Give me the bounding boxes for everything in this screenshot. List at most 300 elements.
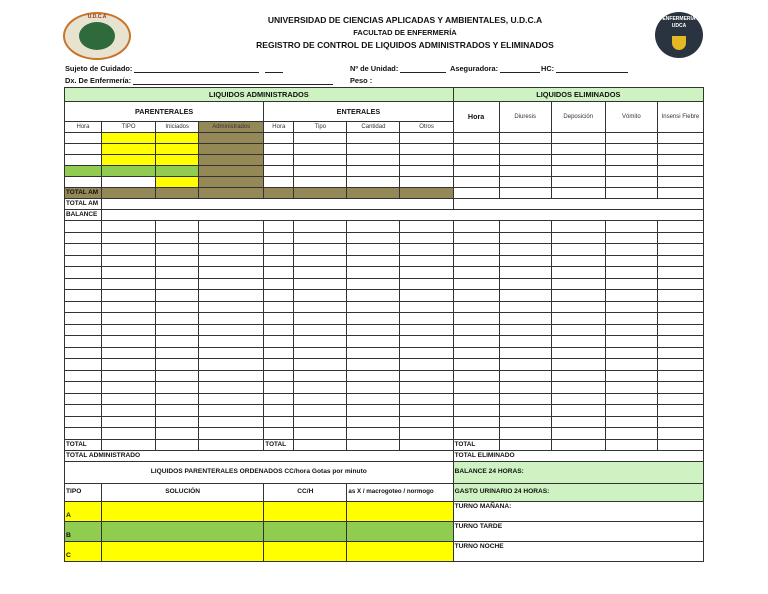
table-cell[interactable] bbox=[499, 155, 551, 166]
table-cell[interactable] bbox=[294, 313, 347, 325]
table-cell[interactable] bbox=[264, 133, 294, 144]
table-cell[interactable] bbox=[657, 336, 703, 348]
table-cell[interactable] bbox=[347, 133, 400, 144]
table-cell[interactable] bbox=[453, 382, 499, 394]
table-cell[interactable] bbox=[551, 428, 605, 440]
table-cell[interactable] bbox=[347, 359, 400, 371]
table-cell[interactable] bbox=[199, 405, 264, 417]
table-cell[interactable] bbox=[605, 221, 657, 233]
field-dx-line[interactable] bbox=[133, 76, 333, 85]
table-cell[interactable] bbox=[400, 393, 453, 405]
table-cell[interactable] bbox=[294, 232, 347, 244]
table-cell[interactable] bbox=[102, 267, 156, 279]
table-cell[interactable] bbox=[102, 166, 156, 177]
table-cell[interactable] bbox=[65, 255, 102, 267]
table-cell[interactable] bbox=[400, 221, 453, 233]
table-cell[interactable] bbox=[264, 290, 294, 302]
table-cell[interactable] bbox=[400, 301, 453, 313]
table-cell[interactable] bbox=[102, 133, 156, 144]
table-cell[interactable] bbox=[657, 313, 703, 325]
table-cell[interactable] bbox=[499, 313, 551, 325]
table-cell[interactable] bbox=[499, 166, 551, 177]
table-cell[interactable] bbox=[347, 188, 400, 199]
table-cell[interactable] bbox=[156, 166, 199, 177]
table-cell[interactable] bbox=[65, 359, 102, 371]
table-cell[interactable] bbox=[551, 144, 605, 155]
table-cell[interactable] bbox=[65, 267, 102, 279]
table-cell[interactable] bbox=[605, 155, 657, 166]
table-cell[interactable] bbox=[347, 267, 400, 279]
table-cell[interactable] bbox=[453, 133, 499, 144]
table-cell[interactable] bbox=[294, 255, 347, 267]
table-cell[interactable] bbox=[657, 393, 703, 405]
table-cell[interactable] bbox=[156, 221, 199, 233]
table-cell[interactable] bbox=[453, 199, 703, 210]
table-cell[interactable] bbox=[264, 301, 294, 313]
field-aseguradora-line[interactable] bbox=[500, 64, 540, 73]
table-cell[interactable] bbox=[499, 177, 551, 188]
table-cell[interactable] bbox=[551, 439, 605, 450]
table-cell[interactable] bbox=[605, 382, 657, 394]
table-cell[interactable] bbox=[400, 324, 453, 336]
table-cell[interactable] bbox=[347, 278, 400, 290]
table-cell[interactable] bbox=[264, 221, 294, 233]
table-cell[interactable] bbox=[156, 313, 199, 325]
table-cell[interactable] bbox=[102, 405, 156, 417]
table-cell[interactable] bbox=[605, 177, 657, 188]
table-cell[interactable] bbox=[551, 278, 605, 290]
table-cell[interactable] bbox=[657, 278, 703, 290]
table-cell[interactable] bbox=[499, 144, 551, 155]
table-cell[interactable] bbox=[199, 188, 264, 199]
table-cell[interactable] bbox=[102, 382, 156, 394]
table-cell[interactable] bbox=[400, 133, 453, 144]
table-cell[interactable] bbox=[657, 244, 703, 256]
table-cell[interactable] bbox=[294, 244, 347, 256]
table-cell[interactable] bbox=[102, 428, 156, 440]
table-cell[interactable] bbox=[499, 221, 551, 233]
table-cell[interactable] bbox=[347, 144, 400, 155]
table-cell[interactable] bbox=[102, 255, 156, 267]
table-cell[interactable] bbox=[605, 428, 657, 440]
table-cell[interactable] bbox=[400, 428, 453, 440]
table-cell[interactable] bbox=[499, 416, 551, 428]
table-cell[interactable] bbox=[294, 439, 347, 450]
table-cell[interactable] bbox=[657, 439, 703, 450]
cch-b[interactable] bbox=[264, 521, 347, 541]
table-cell[interactable] bbox=[605, 133, 657, 144]
table-cell[interactable] bbox=[347, 313, 400, 325]
table-cell[interactable] bbox=[264, 188, 294, 199]
table-cell[interactable] bbox=[156, 267, 199, 279]
table-cell[interactable] bbox=[156, 359, 199, 371]
table-cell[interactable] bbox=[156, 133, 199, 144]
table-cell[interactable] bbox=[605, 232, 657, 244]
table-cell[interactable] bbox=[605, 166, 657, 177]
table-cell[interactable] bbox=[347, 428, 400, 440]
table-cell[interactable] bbox=[400, 188, 453, 199]
table-cell[interactable] bbox=[551, 359, 605, 371]
table-cell[interactable] bbox=[605, 347, 657, 359]
table-cell[interactable] bbox=[65, 428, 102, 440]
table-cell[interactable] bbox=[453, 405, 499, 417]
table-cell[interactable] bbox=[499, 336, 551, 348]
table-cell[interactable] bbox=[199, 370, 264, 382]
table-cell[interactable] bbox=[264, 324, 294, 336]
table-cell[interactable] bbox=[499, 347, 551, 359]
table-cell[interactable] bbox=[551, 336, 605, 348]
table-cell[interactable] bbox=[453, 301, 499, 313]
table-cell[interactable] bbox=[551, 244, 605, 256]
table-cell[interactable] bbox=[156, 382, 199, 394]
solucion-c[interactable] bbox=[102, 541, 264, 561]
table-cell[interactable] bbox=[102, 359, 156, 371]
table-cell[interactable] bbox=[156, 244, 199, 256]
field-sujeto-line[interactable] bbox=[134, 64, 259, 73]
table-cell[interactable] bbox=[199, 133, 264, 144]
solucion-a[interactable] bbox=[102, 501, 264, 521]
table-cell[interactable] bbox=[400, 144, 453, 155]
table-cell[interactable] bbox=[605, 188, 657, 199]
table-cell[interactable] bbox=[264, 359, 294, 371]
table-cell[interactable] bbox=[400, 416, 453, 428]
table-cell[interactable] bbox=[657, 428, 703, 440]
table-cell[interactable] bbox=[605, 416, 657, 428]
table-cell[interactable] bbox=[294, 290, 347, 302]
table-cell[interactable] bbox=[264, 370, 294, 382]
cch-a[interactable] bbox=[264, 501, 347, 521]
table-cell[interactable] bbox=[657, 188, 703, 199]
table-cell[interactable] bbox=[264, 405, 294, 417]
table-cell[interactable] bbox=[347, 382, 400, 394]
table-cell[interactable] bbox=[199, 336, 264, 348]
table-cell[interactable] bbox=[156, 405, 199, 417]
table-cell[interactable] bbox=[499, 301, 551, 313]
table-cell[interactable] bbox=[156, 177, 199, 188]
table-cell[interactable] bbox=[605, 324, 657, 336]
table-cell[interactable] bbox=[453, 416, 499, 428]
table-cell[interactable] bbox=[347, 347, 400, 359]
table-cell[interactable] bbox=[400, 278, 453, 290]
table-cell[interactable] bbox=[199, 221, 264, 233]
table-cell[interactable] bbox=[156, 336, 199, 348]
table-cell[interactable] bbox=[551, 370, 605, 382]
table-cell[interactable] bbox=[400, 405, 453, 417]
table-cell[interactable] bbox=[294, 166, 347, 177]
table-cell[interactable] bbox=[199, 428, 264, 440]
table-cell[interactable] bbox=[102, 301, 156, 313]
table-cell[interactable] bbox=[551, 188, 605, 199]
table-cell[interactable] bbox=[657, 416, 703, 428]
table-cell[interactable] bbox=[453, 255, 499, 267]
table-cell[interactable] bbox=[65, 278, 102, 290]
table-cell[interactable] bbox=[264, 382, 294, 394]
table-cell[interactable] bbox=[156, 416, 199, 428]
table-cell[interactable] bbox=[347, 290, 400, 302]
table-cell[interactable] bbox=[453, 336, 499, 348]
table-cell[interactable] bbox=[199, 382, 264, 394]
table-cell[interactable] bbox=[347, 324, 400, 336]
table-cell[interactable] bbox=[499, 370, 551, 382]
table-cell[interactable] bbox=[551, 290, 605, 302]
table-cell[interactable] bbox=[453, 188, 499, 199]
table-cell[interactable] bbox=[453, 324, 499, 336]
table-cell[interactable] bbox=[400, 359, 453, 371]
table-cell[interactable] bbox=[453, 393, 499, 405]
table-cell[interactable] bbox=[400, 177, 453, 188]
table-cell[interactable] bbox=[453, 290, 499, 302]
table-cell[interactable] bbox=[551, 232, 605, 244]
table-cell[interactable] bbox=[453, 347, 499, 359]
table-cell[interactable] bbox=[499, 290, 551, 302]
table-cell[interactable] bbox=[102, 347, 156, 359]
table-cell[interactable] bbox=[294, 188, 347, 199]
table-cell[interactable] bbox=[657, 144, 703, 155]
table-cell[interactable] bbox=[400, 313, 453, 325]
table-cell[interactable] bbox=[264, 144, 294, 155]
table-cell[interactable] bbox=[199, 301, 264, 313]
table-cell[interactable] bbox=[605, 144, 657, 155]
table-cell[interactable] bbox=[400, 166, 453, 177]
table-cell[interactable] bbox=[199, 324, 264, 336]
table-cell[interactable] bbox=[453, 221, 499, 233]
table-cell[interactable] bbox=[102, 416, 156, 428]
table-cell[interactable] bbox=[199, 155, 264, 166]
table-cell[interactable] bbox=[657, 370, 703, 382]
table-cell[interactable] bbox=[264, 177, 294, 188]
table-cell[interactable] bbox=[65, 166, 102, 177]
table-cell[interactable] bbox=[605, 301, 657, 313]
table-cell[interactable] bbox=[605, 278, 657, 290]
table-cell[interactable] bbox=[453, 166, 499, 177]
table-cell[interactable] bbox=[102, 232, 156, 244]
table-cell[interactable] bbox=[294, 428, 347, 440]
table-cell[interactable] bbox=[657, 133, 703, 144]
table-cell[interactable] bbox=[102, 393, 156, 405]
table-cell[interactable] bbox=[551, 133, 605, 144]
table-cell[interactable] bbox=[551, 255, 605, 267]
table-cell[interactable] bbox=[65, 301, 102, 313]
table-cell[interactable] bbox=[657, 301, 703, 313]
table-cell[interactable] bbox=[605, 359, 657, 371]
table-cell[interactable] bbox=[65, 290, 102, 302]
table-cell[interactable] bbox=[264, 347, 294, 359]
table-cell[interactable] bbox=[294, 416, 347, 428]
table-cell[interactable] bbox=[605, 244, 657, 256]
table-cell[interactable] bbox=[499, 439, 551, 450]
table-cell[interactable] bbox=[605, 393, 657, 405]
table-cell[interactable] bbox=[294, 267, 347, 279]
field-hc-line[interactable] bbox=[556, 64, 628, 73]
table-cell[interactable] bbox=[264, 336, 294, 348]
table-cell[interactable] bbox=[605, 313, 657, 325]
table-cell[interactable] bbox=[65, 336, 102, 348]
table-cell[interactable] bbox=[657, 347, 703, 359]
table-cell[interactable] bbox=[453, 278, 499, 290]
table-cell[interactable] bbox=[199, 144, 264, 155]
table-cell[interactable] bbox=[551, 166, 605, 177]
table-cell[interactable] bbox=[65, 370, 102, 382]
table-cell[interactable] bbox=[551, 177, 605, 188]
table-cell[interactable] bbox=[264, 393, 294, 405]
table-cell[interactable] bbox=[551, 221, 605, 233]
table-cell[interactable] bbox=[264, 313, 294, 325]
table-cell[interactable] bbox=[156, 290, 199, 302]
table-cell[interactable] bbox=[65, 155, 102, 166]
table-cell[interactable] bbox=[65, 133, 102, 144]
table-cell[interactable] bbox=[551, 416, 605, 428]
table-cell[interactable] bbox=[156, 144, 199, 155]
table-cell[interactable] bbox=[347, 255, 400, 267]
table-cell[interactable] bbox=[65, 347, 102, 359]
table-cell[interactable] bbox=[156, 428, 199, 440]
table-cell[interactable] bbox=[156, 347, 199, 359]
table-cell[interactable] bbox=[156, 370, 199, 382]
table-cell[interactable] bbox=[156, 278, 199, 290]
table-cell[interactable] bbox=[102, 324, 156, 336]
table-cell[interactable] bbox=[294, 324, 347, 336]
table-cell[interactable] bbox=[294, 336, 347, 348]
table-cell[interactable] bbox=[65, 416, 102, 428]
table-cell[interactable] bbox=[347, 439, 400, 450]
table-cell[interactable] bbox=[199, 393, 264, 405]
table-cell[interactable] bbox=[199, 177, 264, 188]
table-cell[interactable] bbox=[199, 439, 264, 450]
table-cell[interactable] bbox=[657, 290, 703, 302]
table-cell[interactable] bbox=[199, 244, 264, 256]
field-sujeto-line-2[interactable] bbox=[265, 64, 283, 73]
table-cell[interactable] bbox=[499, 188, 551, 199]
table-cell[interactable] bbox=[605, 405, 657, 417]
table-cell[interactable] bbox=[551, 301, 605, 313]
table-cell[interactable] bbox=[657, 359, 703, 371]
table-cell[interactable] bbox=[199, 290, 264, 302]
table-cell[interactable] bbox=[156, 255, 199, 267]
table-cell[interactable] bbox=[199, 347, 264, 359]
table-cell[interactable] bbox=[453, 370, 499, 382]
table-cell[interactable] bbox=[102, 244, 156, 256]
table-cell[interactable] bbox=[102, 370, 156, 382]
table-cell[interactable] bbox=[156, 324, 199, 336]
table-cell[interactable] bbox=[102, 210, 704, 221]
table-cell[interactable] bbox=[657, 166, 703, 177]
table-cell[interactable] bbox=[102, 290, 156, 302]
table-cell[interactable] bbox=[264, 416, 294, 428]
solucion-b[interactable] bbox=[102, 521, 264, 541]
table-cell[interactable] bbox=[199, 416, 264, 428]
table-cell[interactable] bbox=[657, 177, 703, 188]
table-cell[interactable] bbox=[657, 405, 703, 417]
table-cell[interactable] bbox=[199, 166, 264, 177]
table-cell[interactable] bbox=[657, 232, 703, 244]
table-cell[interactable] bbox=[199, 255, 264, 267]
table-cell[interactable] bbox=[499, 393, 551, 405]
table-cell[interactable] bbox=[102, 144, 156, 155]
table-cell[interactable] bbox=[551, 393, 605, 405]
table-cell[interactable] bbox=[102, 188, 156, 199]
table-cell[interactable] bbox=[199, 359, 264, 371]
table-cell[interactable] bbox=[102, 313, 156, 325]
table-cell[interactable] bbox=[294, 405, 347, 417]
table-cell[interactable] bbox=[499, 382, 551, 394]
table-cell[interactable] bbox=[499, 232, 551, 244]
table-cell[interactable] bbox=[347, 301, 400, 313]
table-cell[interactable] bbox=[551, 382, 605, 394]
table-cell[interactable] bbox=[156, 155, 199, 166]
table-cell[interactable] bbox=[453, 244, 499, 256]
table-cell[interactable] bbox=[453, 144, 499, 155]
table-cell[interactable] bbox=[400, 232, 453, 244]
table-cell[interactable] bbox=[156, 232, 199, 244]
macrogoteo-c[interactable] bbox=[347, 541, 453, 561]
table-cell[interactable] bbox=[347, 232, 400, 244]
table-cell[interactable] bbox=[400, 155, 453, 166]
table-cell[interactable] bbox=[294, 347, 347, 359]
table-cell[interactable] bbox=[264, 155, 294, 166]
macrogoteo-b[interactable] bbox=[347, 521, 453, 541]
table-cell[interactable] bbox=[102, 221, 156, 233]
table-cell[interactable] bbox=[102, 278, 156, 290]
table-cell[interactable] bbox=[65, 393, 102, 405]
table-cell[interactable] bbox=[400, 347, 453, 359]
table-cell[interactable] bbox=[499, 278, 551, 290]
table-cell[interactable] bbox=[65, 324, 102, 336]
table-cell[interactable] bbox=[294, 221, 347, 233]
table-cell[interactable] bbox=[400, 244, 453, 256]
table-cell[interactable] bbox=[102, 177, 156, 188]
table-cell[interactable] bbox=[156, 393, 199, 405]
table-cell[interactable] bbox=[65, 313, 102, 325]
table-cell[interactable] bbox=[657, 267, 703, 279]
table-cell[interactable] bbox=[657, 155, 703, 166]
table-cell[interactable] bbox=[294, 144, 347, 155]
field-unidad-line[interactable] bbox=[400, 64, 446, 73]
table-cell[interactable] bbox=[499, 428, 551, 440]
table-cell[interactable] bbox=[400, 255, 453, 267]
table-cell[interactable] bbox=[65, 177, 102, 188]
table-cell[interactable] bbox=[264, 244, 294, 256]
table-cell[interactable] bbox=[294, 155, 347, 166]
table-cell[interactable] bbox=[294, 301, 347, 313]
table-cell[interactable] bbox=[551, 313, 605, 325]
table-cell[interactable] bbox=[347, 221, 400, 233]
table-cell[interactable] bbox=[499, 133, 551, 144]
table-cell[interactable] bbox=[453, 313, 499, 325]
table-cell[interactable] bbox=[347, 244, 400, 256]
table-cell[interactable] bbox=[294, 393, 347, 405]
table-cell[interactable] bbox=[400, 267, 453, 279]
table-cell[interactable] bbox=[499, 267, 551, 279]
table-cell[interactable] bbox=[65, 144, 102, 155]
table-cell[interactable] bbox=[156, 439, 199, 450]
macrogoteo-a[interactable] bbox=[347, 501, 453, 521]
table-cell[interactable] bbox=[65, 232, 102, 244]
table-cell[interactable] bbox=[264, 255, 294, 267]
table-cell[interactable] bbox=[347, 155, 400, 166]
table-cell[interactable] bbox=[199, 313, 264, 325]
table-cell[interactable] bbox=[102, 439, 156, 450]
table-cell[interactable] bbox=[65, 221, 102, 233]
table-cell[interactable] bbox=[102, 155, 156, 166]
table-cell[interactable] bbox=[347, 393, 400, 405]
table-cell[interactable] bbox=[605, 370, 657, 382]
table-cell[interactable] bbox=[400, 290, 453, 302]
table-cell[interactable] bbox=[400, 370, 453, 382]
table-cell[interactable] bbox=[605, 439, 657, 450]
table-cell[interactable] bbox=[499, 255, 551, 267]
table-cell[interactable] bbox=[499, 244, 551, 256]
table-cell[interactable] bbox=[156, 301, 199, 313]
